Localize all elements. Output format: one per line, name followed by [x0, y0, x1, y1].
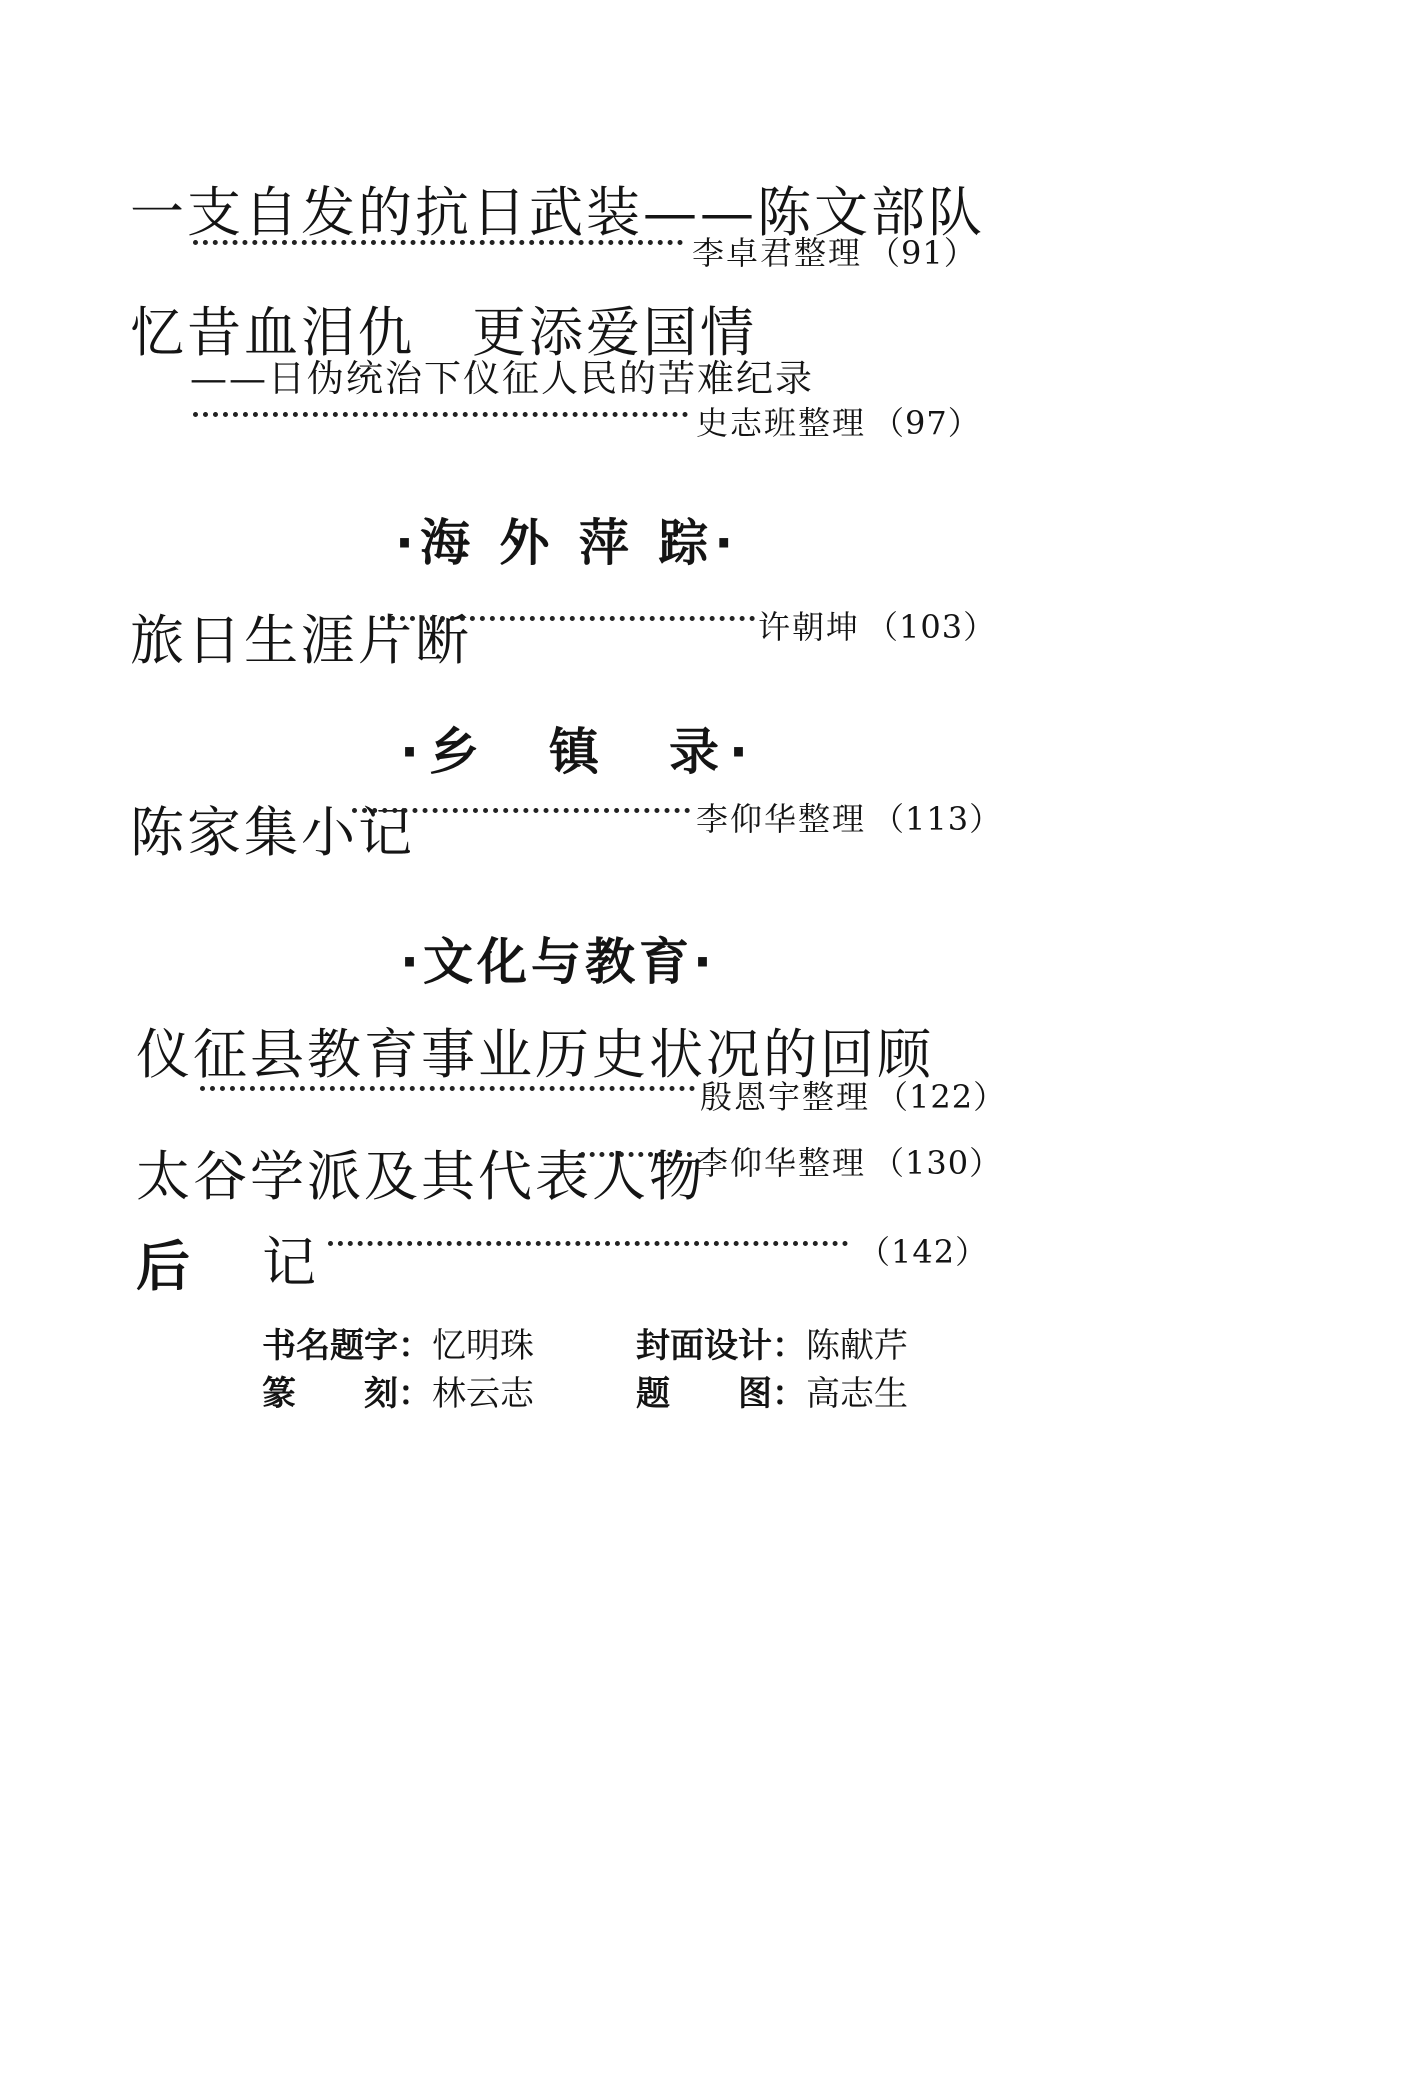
entry-author: 李仰华整理 [696, 800, 867, 838]
entry-page: （113） [872, 800, 1003, 838]
entry-title: 一支自发的抗日武装——陈文部队 [130, 181, 985, 244]
leader-dots [193, 240, 683, 245]
entry-author: 李仰华整理 [696, 1144, 867, 1182]
leader-dots [200, 1086, 695, 1091]
entry-page: （142） [858, 1233, 989, 1271]
entry-title: 太谷学派及其代表人物 [136, 1145, 706, 1208]
credit-label: 篆 刻： [262, 1374, 432, 1414]
credit-line [636, 1318, 908, 1367]
credit-value: 林云志 [432, 1374, 534, 1414]
entry-page: （130） [872, 1144, 1003, 1182]
entry-title-part: 记 [262, 1231, 319, 1294]
entry-title: 陈家集小记 [130, 801, 415, 864]
entry-tail [700, 1072, 1006, 1118]
entry-tail [692, 228, 977, 274]
credit-value: 陈献芹 [806, 1326, 908, 1366]
leader-dots [580, 1152, 692, 1157]
entry-page: （103） [866, 608, 997, 646]
section-heading: ·乡 镇 录· [400, 723, 758, 781]
section-heading: ·文化与教育· [400, 933, 716, 991]
entry-title: 旅日生涯片断 [130, 609, 472, 672]
entry-author: 李卓君整理 [692, 234, 863, 272]
entry-title-part: 后 [136, 1234, 193, 1298]
entry-tail [758, 602, 996, 648]
credit-line [262, 1318, 534, 1367]
credit-line [636, 1366, 908, 1415]
credit-label: 题 图： [636, 1374, 806, 1414]
leader-dots [193, 412, 688, 417]
entry-page: （122） [876, 1078, 1007, 1116]
leader-dots [328, 1241, 848, 1246]
credit-label: 封面设计： [636, 1326, 806, 1366]
section-heading: ·海 外 萍 踪· [395, 514, 740, 572]
entry-tail [696, 398, 981, 444]
entry-tail [852, 1227, 988, 1273]
credit-value: 忆明珠 [432, 1326, 534, 1366]
leader-dots [352, 808, 690, 813]
entry-page: （91） [868, 234, 977, 272]
entry-title: 仪征县教育事业历史状况的回顾 [136, 1023, 934, 1086]
entry-page: （97） [872, 404, 981, 442]
credit-line [262, 1366, 534, 1415]
credit-value: 高志生 [806, 1374, 908, 1414]
entry-author: 史志班整理 [696, 404, 867, 442]
credit-label: 书名题字： [262, 1326, 432, 1366]
entry-author: 许朝坤 [758, 608, 861, 646]
entry-tail [696, 794, 1002, 840]
entry-author: 殷恩宇整理 [700, 1078, 871, 1116]
entry-title: 忆昔血泪仇 更添爱国情 [130, 301, 757, 364]
leader-dots [380, 616, 755, 621]
entry-subtitle: ——日伪统治下仪征人民的苦难纪录 [190, 357, 814, 400]
entry-tail [696, 1138, 1002, 1184]
